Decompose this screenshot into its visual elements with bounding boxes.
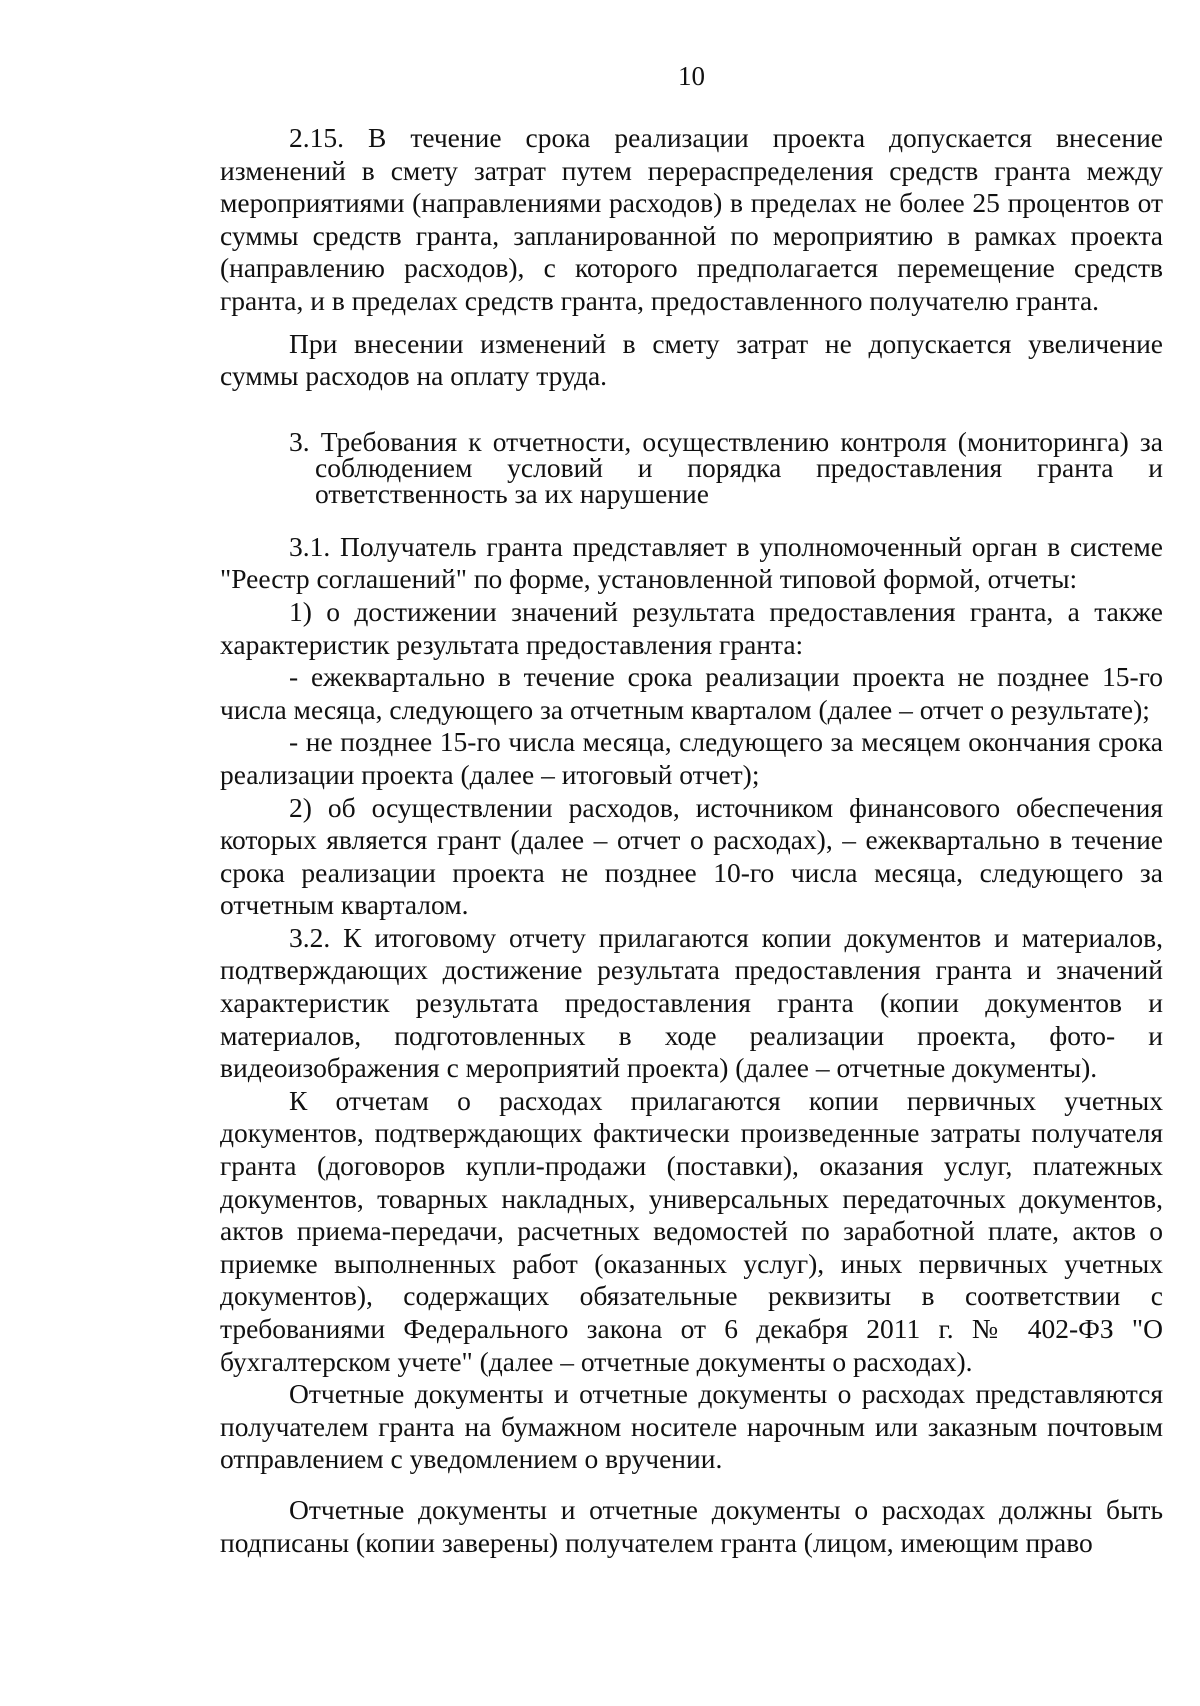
paragraph-no-increase: При внесении изменений в смету затрат не допускается увеличение суммы расходов на оплату труда. xyxy=(220,327,1163,392)
paragraph-submission: Отчетные документы и отчетные документы о расходах представляются получателем гранта на бумажном носителе нарочным или заказным почтовым отправлением с уведомлением о вручении. xyxy=(220,1378,1163,1475)
document-page xyxy=(220,60,1163,1559)
section-3-heading: 3. Требования к отчетности, осуществлению контроля (мониторинга) за соблюдением условий и порядка предоставления гранта и ответственность за их нарушение xyxy=(289,425,1163,509)
paragraph-3-1-item-1: 1) о достижении значений результата предоставления гранта, а также характеристик результата предоставления гранта: xyxy=(220,595,1163,660)
paragraph-3-2: 3.2. К итоговому отчету прилагаются копии документов и материалов, подтверждающих достижение результата предоставления гранта и значений характеристик результата предоставления гранта (копии документов и материалов, подготовленных в ходе реализации проекта, фото- и видеоизображения с мероприятий проекта) (далее – отчетные документы). xyxy=(220,921,1163,1084)
paragraph-3-1-item-1-final: - не позднее 15-го числа месяца, следующего за месяцем окончания срока реализации проекта (далее – итоговый отчет); xyxy=(220,726,1163,790)
paragraph-expense-attachments: К отчетам о расходах прилагаются копии первичных учетных документов, подтверждающих фактически произведенные затраты получателя гранта (договоров купли-продажи (поставки), оказания услуг, платежных документов, товарных накладных, универсальных передаточных документов, актов приема-передачи, расчетных ведомостей по заработной плате, актов о приемке выполненных работ (оказанных услуг), иных первичных учетных документов), содержащих обязательные реквизиты в соответствии с требованиями Федерального закона от 6 декабря 2011 г. № 402-ФЗ "О бухгалтерском учете" (далее – отчетные документы о расходах). xyxy=(220,1084,1163,1377)
paragraph-3-1-item-2: 2) об осуществлении расходов, источником финансового обеспечения которых является грант (далее – отчет о расходах), – ежеквартально в течение срока реализации проекта не позднее 10-го числа месяца, следующего за отчетным кварталом. xyxy=(220,791,1163,921)
paragraph-3-1: 3.1. Получатель гранта представляет в уполномоченный орган в системе "Реестр соглашений" по форме, установленной типовой формой, отчеты: xyxy=(220,530,1163,595)
paragraph-3-1-item-1-quarterly: - ежеквартально в течение срока реализации проекта не позднее 15-го числа месяца, следующего за отчетным кварталом (далее – отчет о результате); xyxy=(220,661,1163,725)
paragraph-signing: Отчетные документы и отчетные документы о расходах должны быть подписаны (копии заверены) получателем гранта (лицом, имеющим право xyxy=(220,1493,1163,1558)
page-number: 10 xyxy=(678,61,705,91)
paragraph-2-15: 2.15. В течение срока реализации проекта допускается внесение изменений в смету затрат путем перераспределения средств гранта между мероприятиями (направлениями расходов) в пределах не более 25 процентов от суммы средств гранта, запланированной по мероприятию в рамках проекта (направлению расходов), с которого предполагается перемещение средств гранта, и в пределах средств гранта, предоставленного получателю гранта. xyxy=(220,122,1163,316)
